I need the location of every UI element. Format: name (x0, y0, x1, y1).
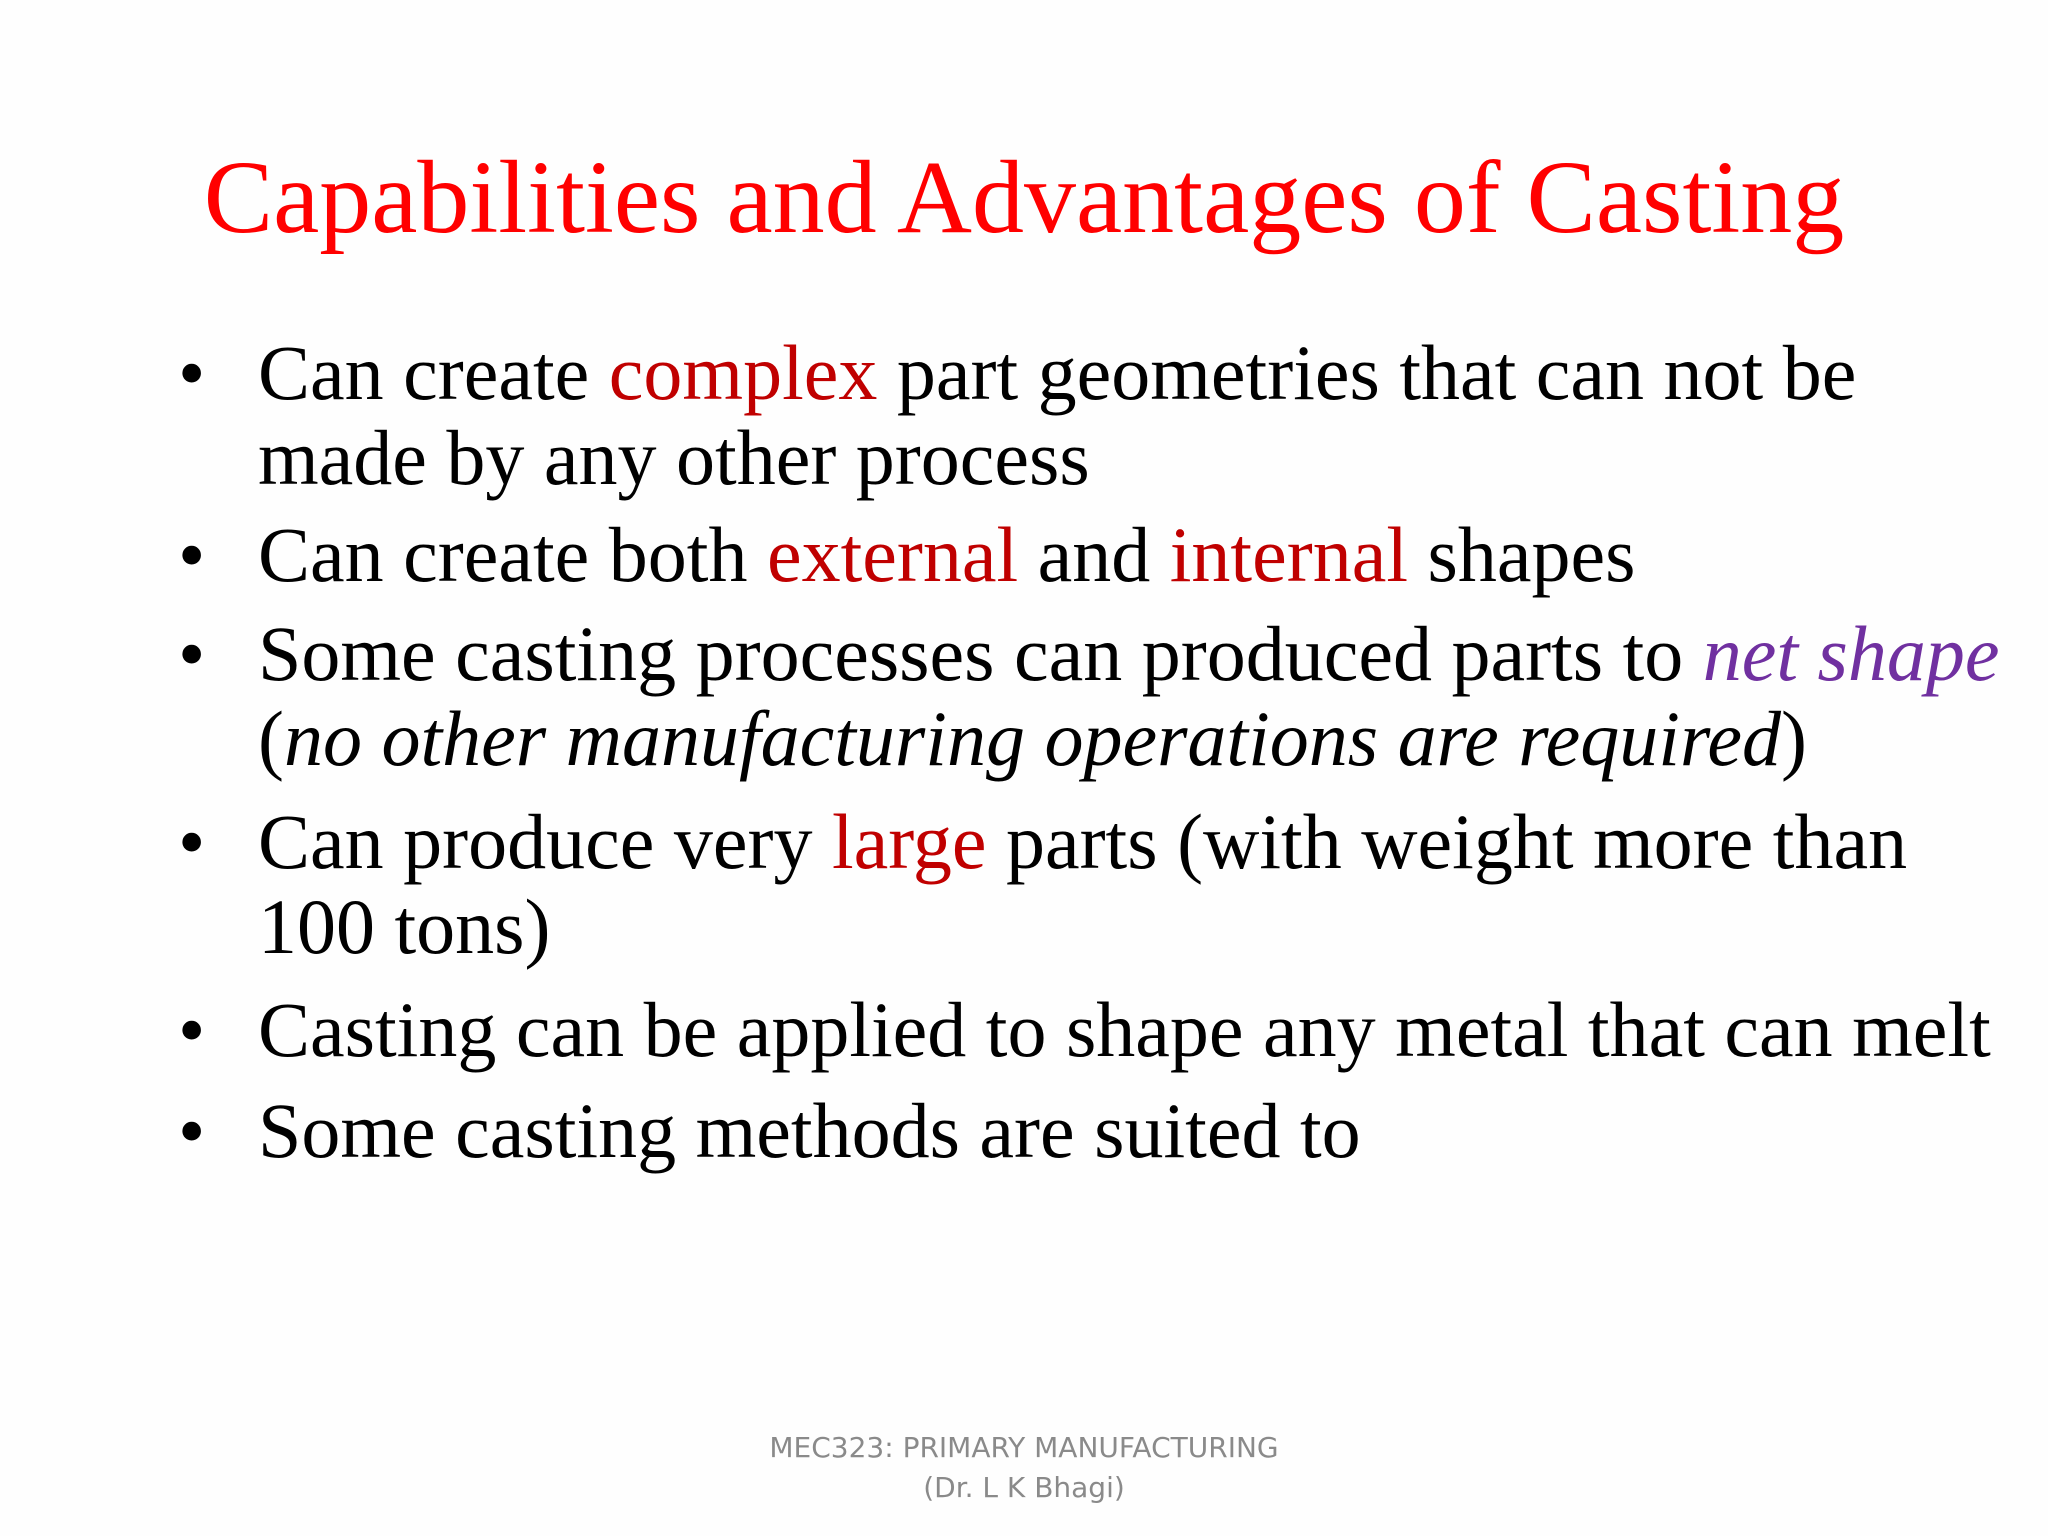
slide-title: Capabilities and Advantages of Casting (203, 140, 1845, 255)
highlight-term: internal (1169, 511, 1408, 598)
bullet-icon: • (178, 1087, 206, 1174)
bullet-text (258, 610, 2000, 697)
bullet-icon: • (178, 511, 206, 598)
bullet-item (178, 330, 2028, 500)
bullet-icon: • (178, 986, 206, 1073)
text-run: Can produce very (258, 798, 832, 885)
text-run: ( (258, 695, 284, 782)
text-run: parts (with weight more than (986, 798, 1908, 885)
bullet-item (178, 1088, 2028, 1173)
bullet-item (178, 987, 2028, 1072)
bullet-text (258, 511, 1635, 598)
bullet-text-continuation: made by any other process (258, 414, 1090, 501)
bullet-text: Some casting methods are suited to (258, 1087, 1361, 1174)
bullet-icon: • (178, 610, 206, 697)
highlight-term: external (766, 511, 1019, 598)
text-run: shapes (1408, 511, 1636, 598)
text-run: Can create (258, 329, 609, 416)
italic-text: no other manufacturing operations are required (283, 695, 1782, 782)
highlight-term: complex (608, 329, 878, 416)
footer-course: MEC323: PRIMARY MANUFACTURING (769, 1431, 1279, 1464)
highlight-term: net shape (1702, 610, 2000, 697)
bullet-item (178, 799, 2028, 969)
bullet-icon: • (178, 798, 206, 885)
text-run: Some casting processes can produced parts to (258, 610, 1703, 697)
bullet-icon: • (178, 329, 206, 416)
bullet-text: Casting can be applied to shape any metal that can melt (258, 986, 1991, 1073)
text-run: Can create both (258, 511, 767, 598)
text-run: ) (1781, 695, 1808, 782)
bullet-text-continuation: 100 tons) (258, 883, 551, 970)
bullet-text-continuation (258, 695, 1807, 782)
bullet-item (178, 512, 2028, 597)
text-run: part geometries that can not be (877, 329, 1857, 416)
footer-author: (Dr. L K Bhagi) (923, 1471, 1125, 1504)
bullet-text (258, 329, 1856, 416)
bullet-text (258, 798, 1907, 885)
highlight-term: large (831, 798, 987, 885)
bullet-list (178, 330, 2028, 1173)
bullet-item (178, 611, 2028, 781)
text-run: and (1018, 511, 1170, 598)
